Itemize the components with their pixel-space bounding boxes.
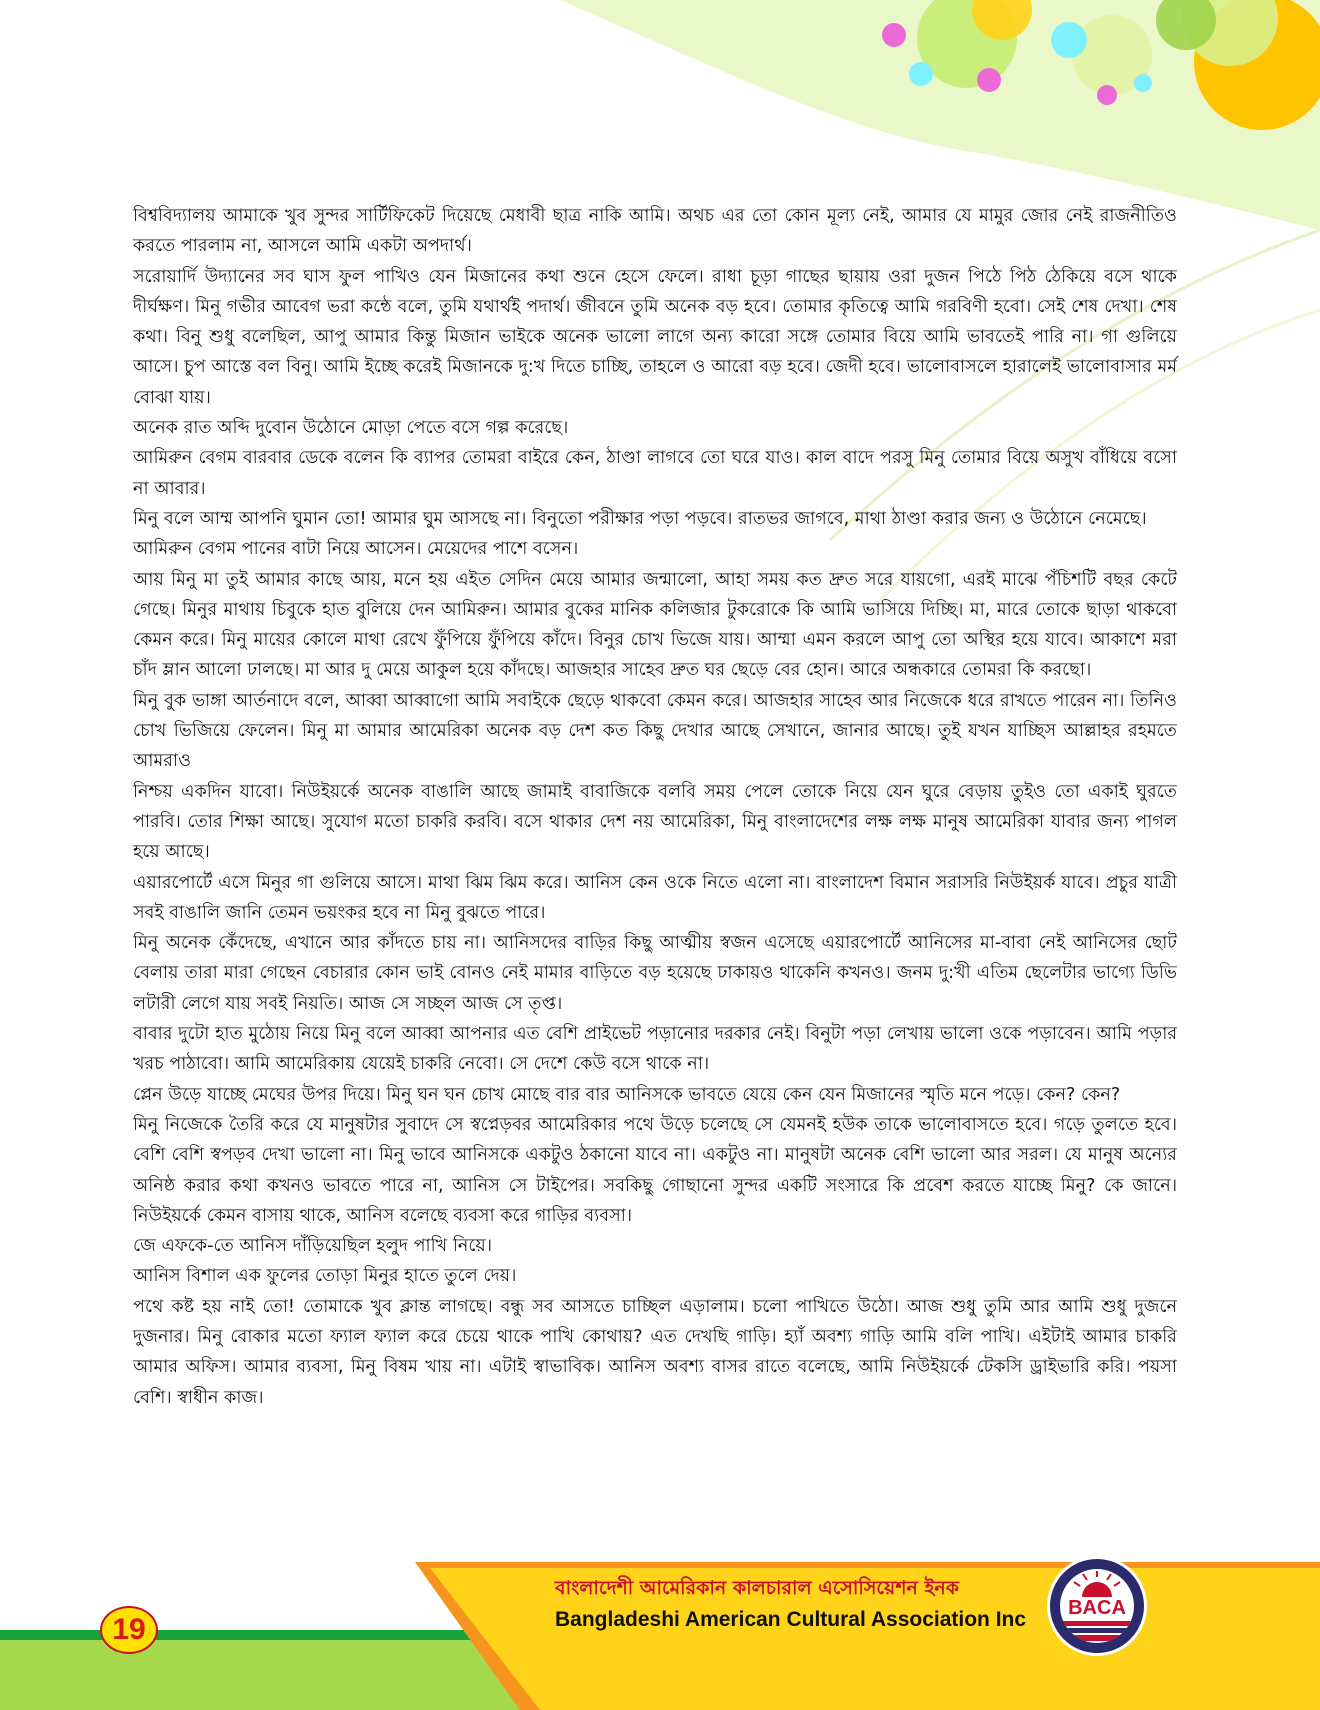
paragraph: অনেক রাত অব্দি দুবোন উঠোনে মোড়া পেতে বসে গল্প করেছে। <box>133 418 569 439</box>
paragraph: পথে কষ্ট হয় নাই তো! তোমাকে খুব ক্লান্ত লাগছে। বন্ধু সব আসতে চাচ্ছিল এড়ালাম। চলো পাখিতে উঠো। আজ শুধু তুমি আর আমি শুধু দুজনে দুজনার। মিনু বোকার মতো ফ্যাল ফ্যাল করে চেয়ে থাকে পাখি কোথায়? এত দেখছি গাড়ি। হ্যাঁ অবশ্য গাড়ি আমি বলি পাখি। এইটাই আমার চাকরি আমার অফিস। আমার ব্যবসা, মিনু বিষম খায় না। এটাই স্বাভাবিক। আনিস অবশ্য বাসর রাতে বলেছে, আমি নিউইয়র্কে টেকসি ড্রাইভারি করি। পয়সা বেশি। স্বাধীন কাজ। <box>133 1296 1177 1408</box>
paragraph: মিনু বুক ভাঙ্গা আর্তনাদে বলে, আব্বা আব্বাগো আমি সবাইকে ছেড়ে থাকবো কেমন করে। আজহার সাহেব আর নিজেকে ধরে রাখতে পারেন না। তিনিও চোখ ভিজিয়ে ফেলেন। মিনু মা আমার আমেরিকা অনেক বড় দেশ কত কিছু দেখার আছে সেখানে, জানার আছে। তুই যখন যাচ্ছিস আল্লাহর রহমতে আমরাও <box>133 690 1177 772</box>
footer-org-name-english: Bangladeshi American Cultural Association Inc <box>555 1608 1027 1631</box>
decor-circle-cyan-3 <box>1134 74 1152 92</box>
paragraph: মিনু বলে আম্ম আপনি ঘুমান তো! আমার ঘুম আসছে না। বিনুতো পরীক্ষার পড়া পড়বে। রাতভর জাগবে, মাথা ঠাণ্ডা করার জন্য ও উঠোনে নেমেছে। <box>133 508 1147 529</box>
footer-org-name-bangla: বাংলাদেশী আমেরিকান কালচারাল এসোসিয়েশন ইনক <box>555 1577 959 1599</box>
paragraph: বিশ্ববিদ্যালয় আমাকে খুব সুন্দর সার্টিফিকেট দিয়েছে মেধাবী ছাত্র নাকি আমি। অথচ এর তো কোন মূল্য নেই, আমার যে মামুর জোর নেই রাজনীতিও করতে পারলাম না, আসলে আমি একটা অপদার্থ। <box>133 206 1177 257</box>
decor-circle-magenta-1 <box>882 23 906 47</box>
page-number-badge: 19 <box>100 1606 158 1654</box>
paragraph: আয় মিনু মা তুই আমার কাছে আয়, মনে হয় এইত সেদিন মেয়ে আমার জন্মালো, আহা সময় কত দ্রুত সরে যায়গো, এরই মাঝে পঁচিশটি বছর কেটে গেছে। মিনুর মাথায় চিবুকে হাত বুলিয়ে দেন আমিরুন। আমার বুকের মানিক কলিজার টুকরোকে কি আমি ভাসিয়ে দিচ্ছি। মা, মারে তোকে ছাড়া থাকবো কেমন করে। মিনু মায়ের কোলে মাথা রেখে ফুঁপিয়ে ফুঁপিয়ে কাঁদে। বিনুর চোখ ভিজে যায়। আম্মা এমন করলে আপু তো অস্থির হয়ে যাবে। আকাশে মরা চাঁদ ম্লান আলো ঢালছে। মা আর দু মেয়ে আকুল হয়ে কাঁদছে। আজহার সাহেব দ্রুত ঘর ছেড়ে বের হোন। আরে অন্ধকারে তোমরা কি করছো। <box>133 569 1177 681</box>
decor-circle-cyan-2 <box>1051 22 1087 58</box>
decor-circle-magenta-3 <box>1097 85 1117 105</box>
paragraph: আনিস বিশাল এক ফুলের তোড়া মিনুর হাতে তুলে দেয়। <box>133 1266 517 1287</box>
decor-circle-cyan-1 <box>909 62 933 86</box>
paragraph: আমিরুন বেগম পানের বাটা নিয়ে আসেন। মেয়েদের পাশে বসেন। <box>133 539 579 560</box>
baca-logo <box>1047 1556 1147 1656</box>
decor-circle-magenta-2 <box>977 68 1001 92</box>
paragraph: আমিরুন বেগম বারবার ডেকে বলেন কি ব্যাপর তোমরা বাইরে কেন, ঠাণ্ডা লাগবে তো ঘরে যাও। কাল বাদে পরসু মিনু তোমার বিয়ে অসুখ বাঁধিয়ে বসো না আবার। <box>133 448 1177 499</box>
paragraph: বাবার দুটো হাত মুঠোয় নিয়ে মিনু বলে আব্বা আপনার এত বেশি প্রাইভেট পড়ানোর দরকার নেই। বিনুটা পড়া লেখায় ভালো ওকে পড়াবেন। আমি পড়ার খরচ পাঠাবো। আমি আমেরিকায় যেয়েই চাকরি নেবো। সে দেশে কেউ বসে থাকে না। <box>133 1024 1177 1075</box>
paragraph: প্লেন উড়ে যাচ্ছে মেঘের উপর দিয়ে। মিনু ঘন ঘন চোখ মোছে বার বার আনিসকে ভাবতে যেয়ে কেন যেন মিজানের স্মৃতি মনে পড়ে। কেন? কেন? <box>133 1084 1121 1105</box>
paragraph: মিনু অনেক কেঁদেছে, এখানে আর কাঁদতে চায় না। আনিসদের বাড়ির কিছু আত্মীয় স্বজন এসেছে এয়ারপোর্টে আনিসের মা-বাবা নেই আনিসের ছোট বেলায় তারা মারা গেছেন বেচারার কোন ভাই বোনও নেই মামার বাড়িতে বড় হয়েছে ঢাকায়ও থাকেনি কখনও। জনম দু:খী এতিম ছেলেটার ভাগ্যে ডিভি লটারী লেগে যায় সবই নিয়তি। আজ সে সচ্ছল আজ সে তৃপ্ত। <box>133 933 1177 1014</box>
flag-stripes-icon <box>1060 1621 1134 1641</box>
paragraph: সরোয়ার্দি উদ্যানের সব ঘাস ফুল পাখিও যেন মিজানের কথা শুনে হেসে ফেলে। রাধা চূড়া গাছের ছায়ায় ওরা দুজন পিঠে পিঠ ঠেকিয়ে বসে থাকে দীর্ঘক্ষণ। মিনু গভীর আবেগ ভরা কন্ঠে বলে, তুমি যথার্থই পদার্থ। জীবনে তুমি অনেক বড় হবে। তোমার কৃতিত্বে আমি গরবিণী হবো। সেই শেষ দেখা। শেষ কথা। বিনু শুধু বলেছিল, আপু আমার কিন্তু মিজান ভাইকে অনেক ভালো লাগে অন্য কারো সঙ্গে তোমার বিয়ে আমি ভাবতেই পারি না। গা গুলিয়ে আসে। চুপ আস্তে বল বিনু। আমি ইচ্ছে করেই মিজানকে দু:খ দিতে চাচ্ছি, তাহলে ও আরো বড় হবে। জেদী হবে। ভালোবাসলে হারালেই ভালোবাসার মর্ম বোঝা যায়। <box>133 266 1177 408</box>
paragraph: নিশ্চয় একদিন যাবো। নিউইয়র্কে অনেক বাঙালি আছে জামাই বাবাজিকে বলবি সময় পেলে তোকে নিয়ে যেন ঘুরে বেড়ায় তুইও তো একাই ঘুরতে পারবি। তোর শিক্ষা আছে। সুযোগ মতো চাকরি করবি। বসে থাকার দেশ নয় আমেরিকা, মিনু বাংলাদেশের লক্ষ লক্ষ মানুষ আমেরিকা যাবার জন্য পাগল হয়ে আছে। <box>133 781 1177 863</box>
paragraph: এয়ারপোর্টে এসে মিনুর গা গুলিয়ে আসে। মাথা ঝিম ঝিম করে। আনিস কেন ওকে নিতে এলো না। বাংলাদেশ বিমান সরাসরি নিউইয়র্ক যাবে। প্রচুর যাত্রী সবই বাঙালি জানি তেমন ভয়ংকর হবে না মিনু বুঝতে পারে। <box>133 872 1177 923</box>
paragraph: জে এফকে-তে আনিস দাঁড়িয়েছিল হলুদ পাখি নিয়ে। <box>133 1236 493 1257</box>
article-body <box>133 201 1177 1413</box>
baca-logo-emblem <box>1060 1569 1134 1643</box>
paragraph: মিনু নিজেকে তৈরি করে যে মানুষটার সুবাদে সে স্বপ্নেড়বর আমেরিকার পথে উড়ে চলেছে সে যেমনই হউক তাকে ভালোবাসতে হবে। গড়ে তুলতে হবে। বেশি বেশি স্বপড়ব দেখা ভালো না। মিনু ভাবে আনিসকে একটুও ঠকানো যাবে না। একটুও না। মানুষটা অনেক বেশি ভালো আর সরল। যে মানুষ অন্যের অনিষ্ঠ করার কথা কখনও ভাবতে পারে না, আনিস সে টাইপের। সবকিছু গোছানো সুন্দর একটি সংসারে কি প্রবেশ করতে যাচ্ছে মিনু? কে জানে। নিউইয়র্কে কেমন বাসায় থাকে, আনিস বলেছে ব্যবসা করে গাড়ির ব্যবসা। <box>133 1114 1177 1226</box>
baca-logo-text: BACA <box>1068 1597 1126 1619</box>
